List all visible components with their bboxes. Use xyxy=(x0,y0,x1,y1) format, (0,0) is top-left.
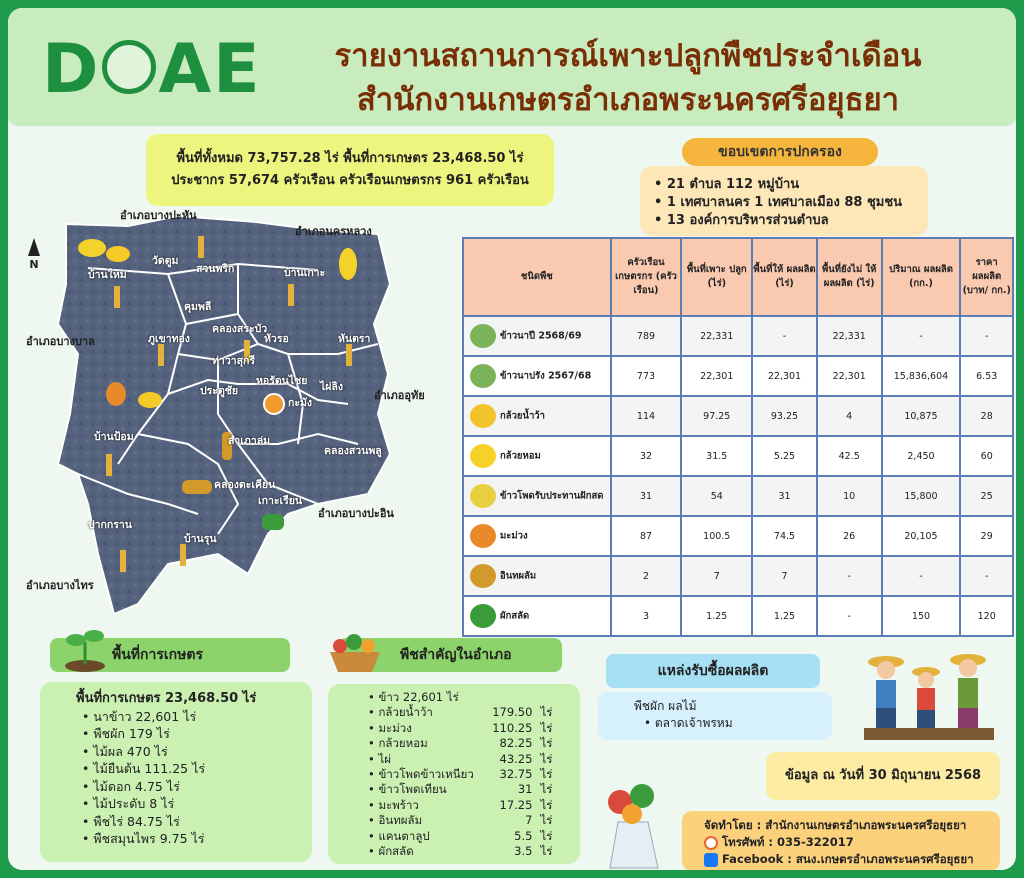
subdistrict-label: คลองสระบัว xyxy=(212,323,268,335)
sprout-icon xyxy=(62,624,108,672)
key-crop-name: • ผักสลัด xyxy=(378,844,414,859)
lettuce-icon xyxy=(262,514,284,530)
cell-not-yielding: 26 xyxy=(817,516,882,556)
key-crop-unit: ไร่ xyxy=(540,782,553,797)
crop-table xyxy=(462,237,1014,637)
table-row xyxy=(463,316,1013,356)
key-crop-value: 31 xyxy=(517,782,533,797)
farm-area-title: พื้นที่การเกษตร xyxy=(50,638,290,672)
crop-name-cell xyxy=(463,476,611,516)
cell-price: 25 xyxy=(960,476,1013,516)
key-crop-item xyxy=(368,705,558,720)
key-crops-title: พืชสำคัญในอำเภอ xyxy=(338,638,562,672)
col-header: ครัวเรือน เกษตรกร (ครัวเรือน) xyxy=(611,238,682,316)
farmer-rice-icon xyxy=(470,364,496,388)
crop-name: กล้วยน้ำว้า xyxy=(500,410,545,422)
admin-item: • 1 เทศบาลนคร 1 เทศบาลเมือง 88 ชุมชน xyxy=(654,194,928,212)
admin-item: • 21 ตำบล 112 หมู่บ้าน xyxy=(654,176,928,194)
table-row xyxy=(463,436,1013,476)
lettuce-icon xyxy=(470,604,496,628)
col-header: พื้นที่ให้ ผลผลิต (ไร่) xyxy=(752,238,817,316)
district-label-bang-pa-in: อำเภอบางปะอิน xyxy=(318,507,394,520)
crop-name-cell xyxy=(463,596,611,636)
district-label-bang-sai: อำเภอบางไทร xyxy=(26,579,94,592)
key-crop-name: • แคนตาลูป xyxy=(378,828,430,843)
cell-households: 114 xyxy=(611,396,682,436)
cell-output: 10,875 xyxy=(882,396,961,436)
key-crop-name: • ข้าว 22,601 ไร่ xyxy=(378,690,459,704)
crop-name: อินทผลัม xyxy=(500,570,537,582)
key-crop-value: 3.5 xyxy=(514,844,533,859)
cell-not-yielding: 22,331 xyxy=(817,316,882,356)
subdistrict-label: ประตูชัย xyxy=(200,385,239,397)
cell-output: 150 xyxy=(882,596,961,636)
logo-letters-ae: AE xyxy=(158,30,262,109)
crop-name-cell xyxy=(463,396,611,436)
table-row xyxy=(463,476,1013,516)
crop-name-cell xyxy=(463,356,611,396)
cell-planted: 1.25 xyxy=(681,596,752,636)
subdistrict-label: ไผ่ลิง xyxy=(320,381,343,393)
key-crop-name: • มะม่วง xyxy=(378,720,412,735)
phone-icon xyxy=(704,836,718,850)
key-crop-item xyxy=(368,736,558,751)
key-crop-value xyxy=(459,690,519,705)
key-crop-unit: ไร่ xyxy=(540,844,553,859)
city-hall-icon xyxy=(264,394,284,414)
farmer-rice-icon xyxy=(470,324,496,348)
cell-yielding: 31 xyxy=(752,476,817,516)
crop-name: ข้าวนาปี 2568/69 xyxy=(500,330,582,342)
market-box xyxy=(598,692,832,740)
farm-area-item: • ไม้ดอก 4.75 ไร่ xyxy=(82,778,312,796)
admin-item: • 13 องค์การบริหารส่วนตำบล xyxy=(654,212,928,230)
key-crop-item xyxy=(368,798,558,813)
north-arrow: N xyxy=(24,238,44,271)
key-crop-unit: ไร่ xyxy=(540,736,553,751)
cell-not-yielding: - xyxy=(817,556,882,596)
key-crop-unit: ไร่ xyxy=(540,751,553,766)
banana-icon xyxy=(138,392,162,408)
subdistrict-label: หอรัตนไชย xyxy=(256,375,308,387)
subdistrict-label: คุมพลี xyxy=(184,301,212,313)
cell-planted: 31.5 xyxy=(681,436,752,476)
key-crop-name: • ข้าวโพดเทียน xyxy=(378,782,447,797)
key-crop-item xyxy=(368,813,558,828)
key-crop-unit: ไร่ xyxy=(540,767,553,782)
cell-not-yielding: 42.5 xyxy=(817,436,882,476)
subdistrict-label: หัวรอ xyxy=(264,333,289,345)
crop-name: กล้วยหอม xyxy=(500,450,541,462)
cell-price: 6.53 xyxy=(960,356,1013,396)
cell-yielding: - xyxy=(752,316,817,356)
farm-area-item: • พืชไร่ 84.75 ไร่ xyxy=(82,813,312,831)
key-crop-unit: ไร่ xyxy=(540,705,553,720)
table-row xyxy=(463,396,1013,436)
farm-area-item: • ไม้ผล 470 ไร่ xyxy=(82,743,312,761)
cell-planted: 54 xyxy=(681,476,752,516)
farm-area-item: • ไม้ยืนต้น 111.25 ไร่ xyxy=(82,760,312,778)
district-label-bang-pahan: อำเภอบางปะหัน xyxy=(120,209,197,222)
subdistrict-label: กะมัง xyxy=(288,397,313,409)
cell-yielding: 1.25 xyxy=(752,596,817,636)
page-title: รายงานสถานการณ์เพาะปลูกพืชประจำเดือน xyxy=(334,38,922,74)
crop-name: มะม่วง xyxy=(500,530,528,542)
market-category: พืชผัก ผลไม้ xyxy=(634,699,697,713)
key-crop-item xyxy=(368,690,558,705)
cell-yielding: 93.25 xyxy=(752,396,817,436)
corn-icon xyxy=(339,248,357,280)
col-header: พื้นที่ยังไม่ ให้ผลผลิต (ไร่) xyxy=(817,238,882,316)
key-crop-item xyxy=(368,721,558,736)
cell-households: 31 xyxy=(611,476,682,516)
key-crop-name: • อินทผลัม xyxy=(378,813,423,828)
key-crop-item xyxy=(368,844,558,859)
cell-output: 20,105 xyxy=(882,516,961,556)
cell-not-yielding: 4 xyxy=(817,396,882,436)
banana-icon xyxy=(106,246,130,262)
subdistrict-label: หันตรา xyxy=(338,333,371,345)
area-summary xyxy=(146,134,554,206)
key-crop-value: 5.5 xyxy=(514,828,533,843)
corn-icon xyxy=(78,239,106,257)
credit-facebook-row: Facebook : สนง.เกษตรอำเภอพระนครศรีอยุธยา xyxy=(704,851,1000,868)
col-header: ชนิดพืช xyxy=(463,238,611,316)
subdistrict-label: บ้านเกาะ xyxy=(284,267,326,279)
crop-name-cell xyxy=(463,556,611,596)
cell-price: 60 xyxy=(960,436,1013,476)
facebook-icon xyxy=(704,853,718,867)
farm-area-box xyxy=(40,682,312,862)
cell-households: 2 xyxy=(611,556,682,596)
key-crop-value: 43.25 xyxy=(499,751,533,766)
data-date: ข้อมูล ณ วันที่ 30 มิถุนายน 2568 xyxy=(766,752,1000,800)
key-crop-value: 82.25 xyxy=(499,736,533,751)
key-crop-item xyxy=(368,767,558,782)
cell-yielding: 22,301 xyxy=(752,356,817,396)
credit-box xyxy=(682,811,1000,870)
key-crop-name: • กล้วยหอม xyxy=(378,736,428,751)
subdistrict-label: ภูเขาทอง xyxy=(148,333,190,345)
key-crop-item xyxy=(368,752,558,767)
corn-icon xyxy=(470,484,496,508)
admin-box xyxy=(640,166,928,236)
district-label-nakhon-luang: อำเภอนครหลวง xyxy=(295,225,372,238)
key-crop-value: 110.25 xyxy=(492,720,533,735)
market-place: • ตลาดเจ้าพรหม xyxy=(644,716,733,730)
key-crop-name: • ข้าวโพดข้าวเหนียว xyxy=(378,767,474,782)
key-crop-unit: ไร่ xyxy=(540,797,553,812)
mango-icon xyxy=(106,382,126,406)
farm-area-item: • นาข้าว 22,601 ไร่ xyxy=(82,708,312,726)
key-crop-name: • ไผ่ xyxy=(378,751,391,766)
key-crop-value: 32.75 xyxy=(499,767,533,782)
key-crop-value: 179.50 xyxy=(492,705,533,720)
cell-price: - xyxy=(960,316,1013,356)
key-crop-name: • กล้วยน้ำว้า xyxy=(378,705,433,720)
credit-by-row: จัดทำโดย : สำนักงานเกษตรอำเภอพระนครศรีอยุธยา xyxy=(704,818,967,832)
poster-frame xyxy=(8,8,1016,870)
admin-title: ขอบเขตการปกครอง xyxy=(682,138,878,166)
key-crop-unit xyxy=(519,690,527,705)
table-row xyxy=(463,356,1013,396)
cell-households: 773 xyxy=(611,356,682,396)
cell-price: 28 xyxy=(960,396,1013,436)
cell-yielding: 7 xyxy=(752,556,817,596)
key-crop-item xyxy=(368,782,558,797)
market-title: แหล่งรับซื้อผลผลิต xyxy=(606,654,820,688)
vegetable-bouquet-icon xyxy=(598,772,668,870)
credit-phone-row: โทรศัพท์ : 035-322017 xyxy=(704,834,1000,851)
col-header: พื้นที่เพาะ ปลูก (ไร่) xyxy=(681,238,752,316)
cell-planted: 100.5 xyxy=(681,516,752,556)
farm-area-item: • พืชสมุนไพร 9.75 ไร่ xyxy=(82,830,312,848)
subdistrict-label: ปากกราน xyxy=(88,519,132,531)
cell-planted: 22,331 xyxy=(681,316,752,356)
cell-output: 2,450 xyxy=(882,436,961,476)
subdistrict-label: บ้านใหม่ xyxy=(88,269,127,281)
header-banner xyxy=(8,8,1016,126)
banana-icon xyxy=(470,444,496,468)
cell-output: 15,836,604 xyxy=(882,356,961,396)
cell-households: 3 xyxy=(611,596,682,636)
table-row xyxy=(463,596,1013,636)
cell-planted: 97.25 xyxy=(681,396,752,436)
cell-planted: 7 xyxy=(681,556,752,596)
cell-households: 789 xyxy=(611,316,682,356)
summary-line-2: ประชากร 57,674 ครัวเรือน ครัวเรือนเกษตรกร 961 ครัวเรือน xyxy=(171,173,529,188)
doae-logo xyxy=(42,30,262,109)
subdistrict-label: เกาะเรียน xyxy=(258,495,303,507)
mango-icon xyxy=(470,524,496,548)
col-header: ปริมาณ ผลผลิต (กก.) xyxy=(882,238,961,316)
key-crop-value: 7 xyxy=(525,813,533,828)
crop-name: ผักสลัด xyxy=(500,610,530,622)
cell-price: - xyxy=(960,556,1013,596)
subdistrict-label: ท่าวาสุกรี xyxy=(212,355,256,367)
key-crop-unit: ไร่ xyxy=(540,813,553,828)
key-crop-value: 17.25 xyxy=(499,797,533,812)
cell-price: 29 xyxy=(960,516,1013,556)
cell-yielding: 5.25 xyxy=(752,436,817,476)
summary-line-1: พื้นที่ทั้งหมด 73,757.28 ไร่ พื้นที่การเกษตร 23,468.50 ไร่ xyxy=(176,151,524,166)
subdistrict-label: คลองตะเคียน xyxy=(214,479,276,491)
crop-name-cell xyxy=(463,436,611,476)
date-palm-icon xyxy=(470,564,496,588)
cell-households: 87 xyxy=(611,516,682,556)
vegetable-basket-icon xyxy=(326,630,384,674)
table-row xyxy=(463,516,1013,556)
district-label-uthai: อำเภออุทัย xyxy=(374,389,425,402)
crop-name: ข้าวโพดรับประทานฝักสด xyxy=(500,490,604,502)
farm-area-item: • ไม้ประดับ 8 ไร่ xyxy=(82,795,312,813)
cell-not-yielding: 22,301 xyxy=(817,356,882,396)
crop-name-cell xyxy=(463,316,611,356)
subdistrict-label: คลองสวนพลู xyxy=(324,445,382,457)
cell-output: 15,800 xyxy=(882,476,961,516)
page-subtitle: สำนักงานเกษตรอำเภอพระนครศรีอยุธยา xyxy=(356,82,900,118)
banana-bunch-icon xyxy=(470,404,496,428)
cell-yielding: 74.5 xyxy=(752,516,817,556)
key-crop-unit: ไร่ xyxy=(540,828,553,843)
subdistrict-label: บ้านรุน xyxy=(184,533,217,545)
farm-area-item: • พืชผัก 179 ไร่ xyxy=(82,725,312,743)
table-row xyxy=(463,556,1013,596)
cell-households: 32 xyxy=(611,436,682,476)
cell-output: - xyxy=(882,316,961,356)
cell-planted: 22,301 xyxy=(681,356,752,396)
crop-name: ข้าวนาปรัง 2567/68 xyxy=(500,370,592,382)
farm-area-heading: พื้นที่การเกษตร 23,468.50 ไร่ xyxy=(76,691,257,706)
key-crop-unit: ไร่ xyxy=(540,720,553,735)
date-palm-icon xyxy=(182,480,212,494)
key-crops-box xyxy=(328,684,580,864)
subdistrict-label: สำเภาล่ม xyxy=(228,435,271,447)
subdistrict-label: สวนพริก xyxy=(196,263,235,275)
district-label-bang-ban: อำเภอบางบาล xyxy=(26,335,95,348)
subdistrict-label: บ้านป้อม xyxy=(94,431,134,443)
cell-not-yielding: 10 xyxy=(817,476,882,516)
cell-price: 120 xyxy=(960,596,1013,636)
col-header: ราคา ผลผลิต (บาท/ กก.) xyxy=(960,238,1013,316)
subdistrict-label: วัดตูม xyxy=(152,255,179,267)
key-crop-item xyxy=(368,829,558,844)
cell-output: - xyxy=(882,556,961,596)
cell-not-yielding: - xyxy=(817,596,882,636)
key-crop-name: • มะพร้าว xyxy=(378,797,419,812)
logo-letter-d: D xyxy=(42,30,101,109)
crop-name-cell xyxy=(463,516,611,556)
farmers-illustration xyxy=(864,648,994,740)
seal-icon xyxy=(102,40,156,94)
table-header-row xyxy=(463,238,1013,316)
